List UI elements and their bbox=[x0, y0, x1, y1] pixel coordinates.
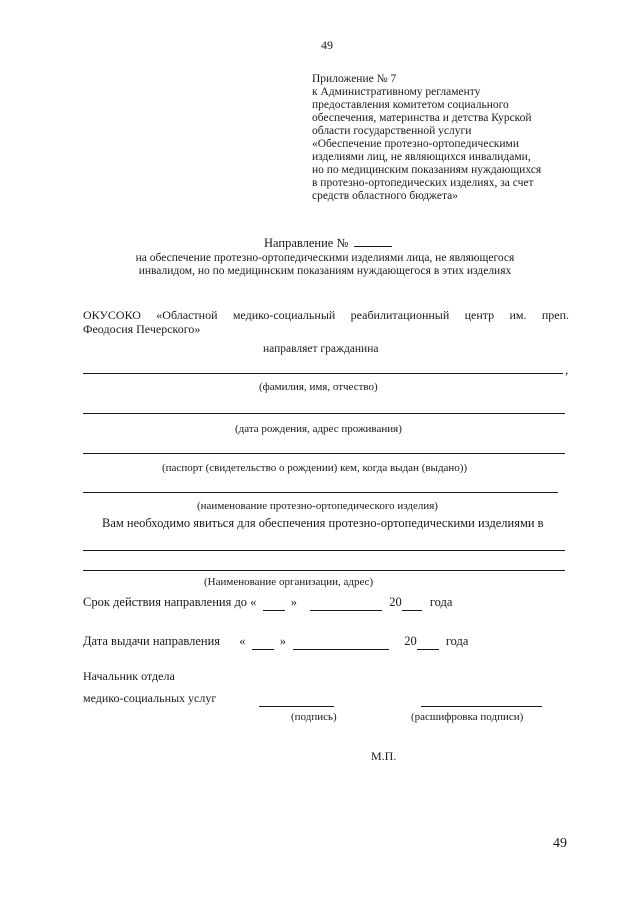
org-word: реабилитационный bbox=[350, 308, 450, 322]
validity-quote-close: » bbox=[290, 595, 297, 609]
validity-row bbox=[83, 595, 452, 611]
appendix-line: области государственной услуги bbox=[312, 125, 472, 137]
chief-title-line-1: Начальник отдела bbox=[83, 669, 175, 683]
appendix-header bbox=[312, 73, 541, 203]
validity-day-field[interactable] bbox=[263, 595, 285, 611]
org-address-field-line-2[interactable] bbox=[83, 570, 565, 571]
fio-field-line[interactable] bbox=[83, 373, 563, 374]
organization-line bbox=[83, 308, 569, 323]
decoding-field-line[interactable] bbox=[421, 706, 542, 707]
appendix-line: но по медицинским показаниям нуждающихся bbox=[312, 164, 542, 176]
org-word: ОКУСОКО bbox=[83, 308, 141, 322]
appendix-line: в протезно-ортопедических изделиях, за счет bbox=[312, 177, 534, 189]
product-field-line[interactable] bbox=[83, 492, 558, 493]
validity-year-prefix: 20 bbox=[389, 595, 402, 609]
subtitle-line: на обеспечение протезно-ортопедическими изделиями лица, не являющегося bbox=[135, 252, 515, 264]
validity-year-field[interactable] bbox=[402, 595, 422, 611]
product-caption: (наименование протезно-ортопедического изделия) bbox=[197, 500, 438, 512]
organization-line-2: Феодосия Печерского» bbox=[83, 322, 201, 336]
issue-date-label: Дата выдачи направления bbox=[83, 634, 221, 648]
signature-caption: (подпись) bbox=[291, 711, 337, 723]
issue-date-row bbox=[83, 634, 468, 650]
stamp-place: М.П. bbox=[371, 749, 397, 763]
fio-comma: , bbox=[565, 362, 569, 377]
issue-year-suffix: года bbox=[445, 634, 469, 648]
document-title bbox=[264, 235, 392, 251]
issue-quote-close: » bbox=[279, 634, 286, 648]
org-address-caption: (Наименование организации, адрес) bbox=[204, 576, 374, 588]
appear-instruction: Вам необходимо явиться для обеспечения протезно-ортопедическими изделиями в bbox=[102, 516, 544, 530]
fio-caption: (фамилия, имя, отчество) bbox=[259, 381, 378, 393]
issue-month-field[interactable] bbox=[293, 634, 389, 650]
birth-address-caption: (дата рождения, адрес проживания) bbox=[235, 423, 402, 435]
appendix-line: «Обеспечение протезно-ортопедическими bbox=[312, 138, 519, 150]
signature-field-line[interactable] bbox=[259, 706, 334, 707]
appendix-line: к Административному регламенту bbox=[312, 86, 481, 98]
document-subtitle bbox=[0, 252, 640, 278]
passport-caption: (паспорт (свидетельство о рождении) кем, когда выдан (выдано)) bbox=[162, 462, 468, 474]
validity-label: Срок действия направления до « bbox=[83, 595, 257, 609]
appendix-line: обеспечения, материнства и детства Курской bbox=[312, 112, 532, 124]
title-text: Направление № bbox=[264, 236, 349, 250]
chief-title-line-2: медико-социальных услуг bbox=[83, 691, 217, 705]
issue-year-field[interactable] bbox=[417, 634, 439, 650]
org-word: медико-социальный bbox=[232, 308, 336, 322]
subtitle-line: инвалидом, но по медицинским показаниям нуждающегося в этих изделиях bbox=[138, 265, 512, 277]
directs-citizen-text: направляет гражданина bbox=[263, 343, 379, 355]
page-number-bottom: 49 bbox=[553, 836, 567, 851]
org-word: центр bbox=[464, 308, 495, 322]
validity-year-suffix: года bbox=[429, 595, 453, 609]
issue-day-field[interactable] bbox=[252, 634, 274, 650]
validity-month-field[interactable] bbox=[310, 595, 382, 611]
title-number-blank[interactable] bbox=[354, 235, 392, 247]
issue-year-prefix: 20 bbox=[404, 634, 417, 648]
issue-quote-open: « bbox=[239, 634, 246, 648]
birth-address-field-line[interactable] bbox=[83, 413, 565, 414]
appendix-line: Приложение № 7 bbox=[312, 73, 397, 85]
appendix-line: предоставления комитетом социального bbox=[312, 99, 509, 111]
passport-field-line[interactable] bbox=[83, 453, 565, 454]
appendix-line: средств областного бюджета» bbox=[312, 190, 458, 202]
org-address-field-line-1[interactable] bbox=[83, 550, 565, 551]
org-word: преп. bbox=[541, 308, 569, 322]
appendix-line: изделиями лиц, не являющихся инвалидами, bbox=[312, 151, 531, 163]
org-word: «Областной bbox=[156, 308, 218, 322]
org-word: им. bbox=[509, 308, 527, 322]
page-number-top: 49 bbox=[321, 38, 333, 52]
decoding-caption: (расшифровка подписи) bbox=[411, 711, 524, 723]
